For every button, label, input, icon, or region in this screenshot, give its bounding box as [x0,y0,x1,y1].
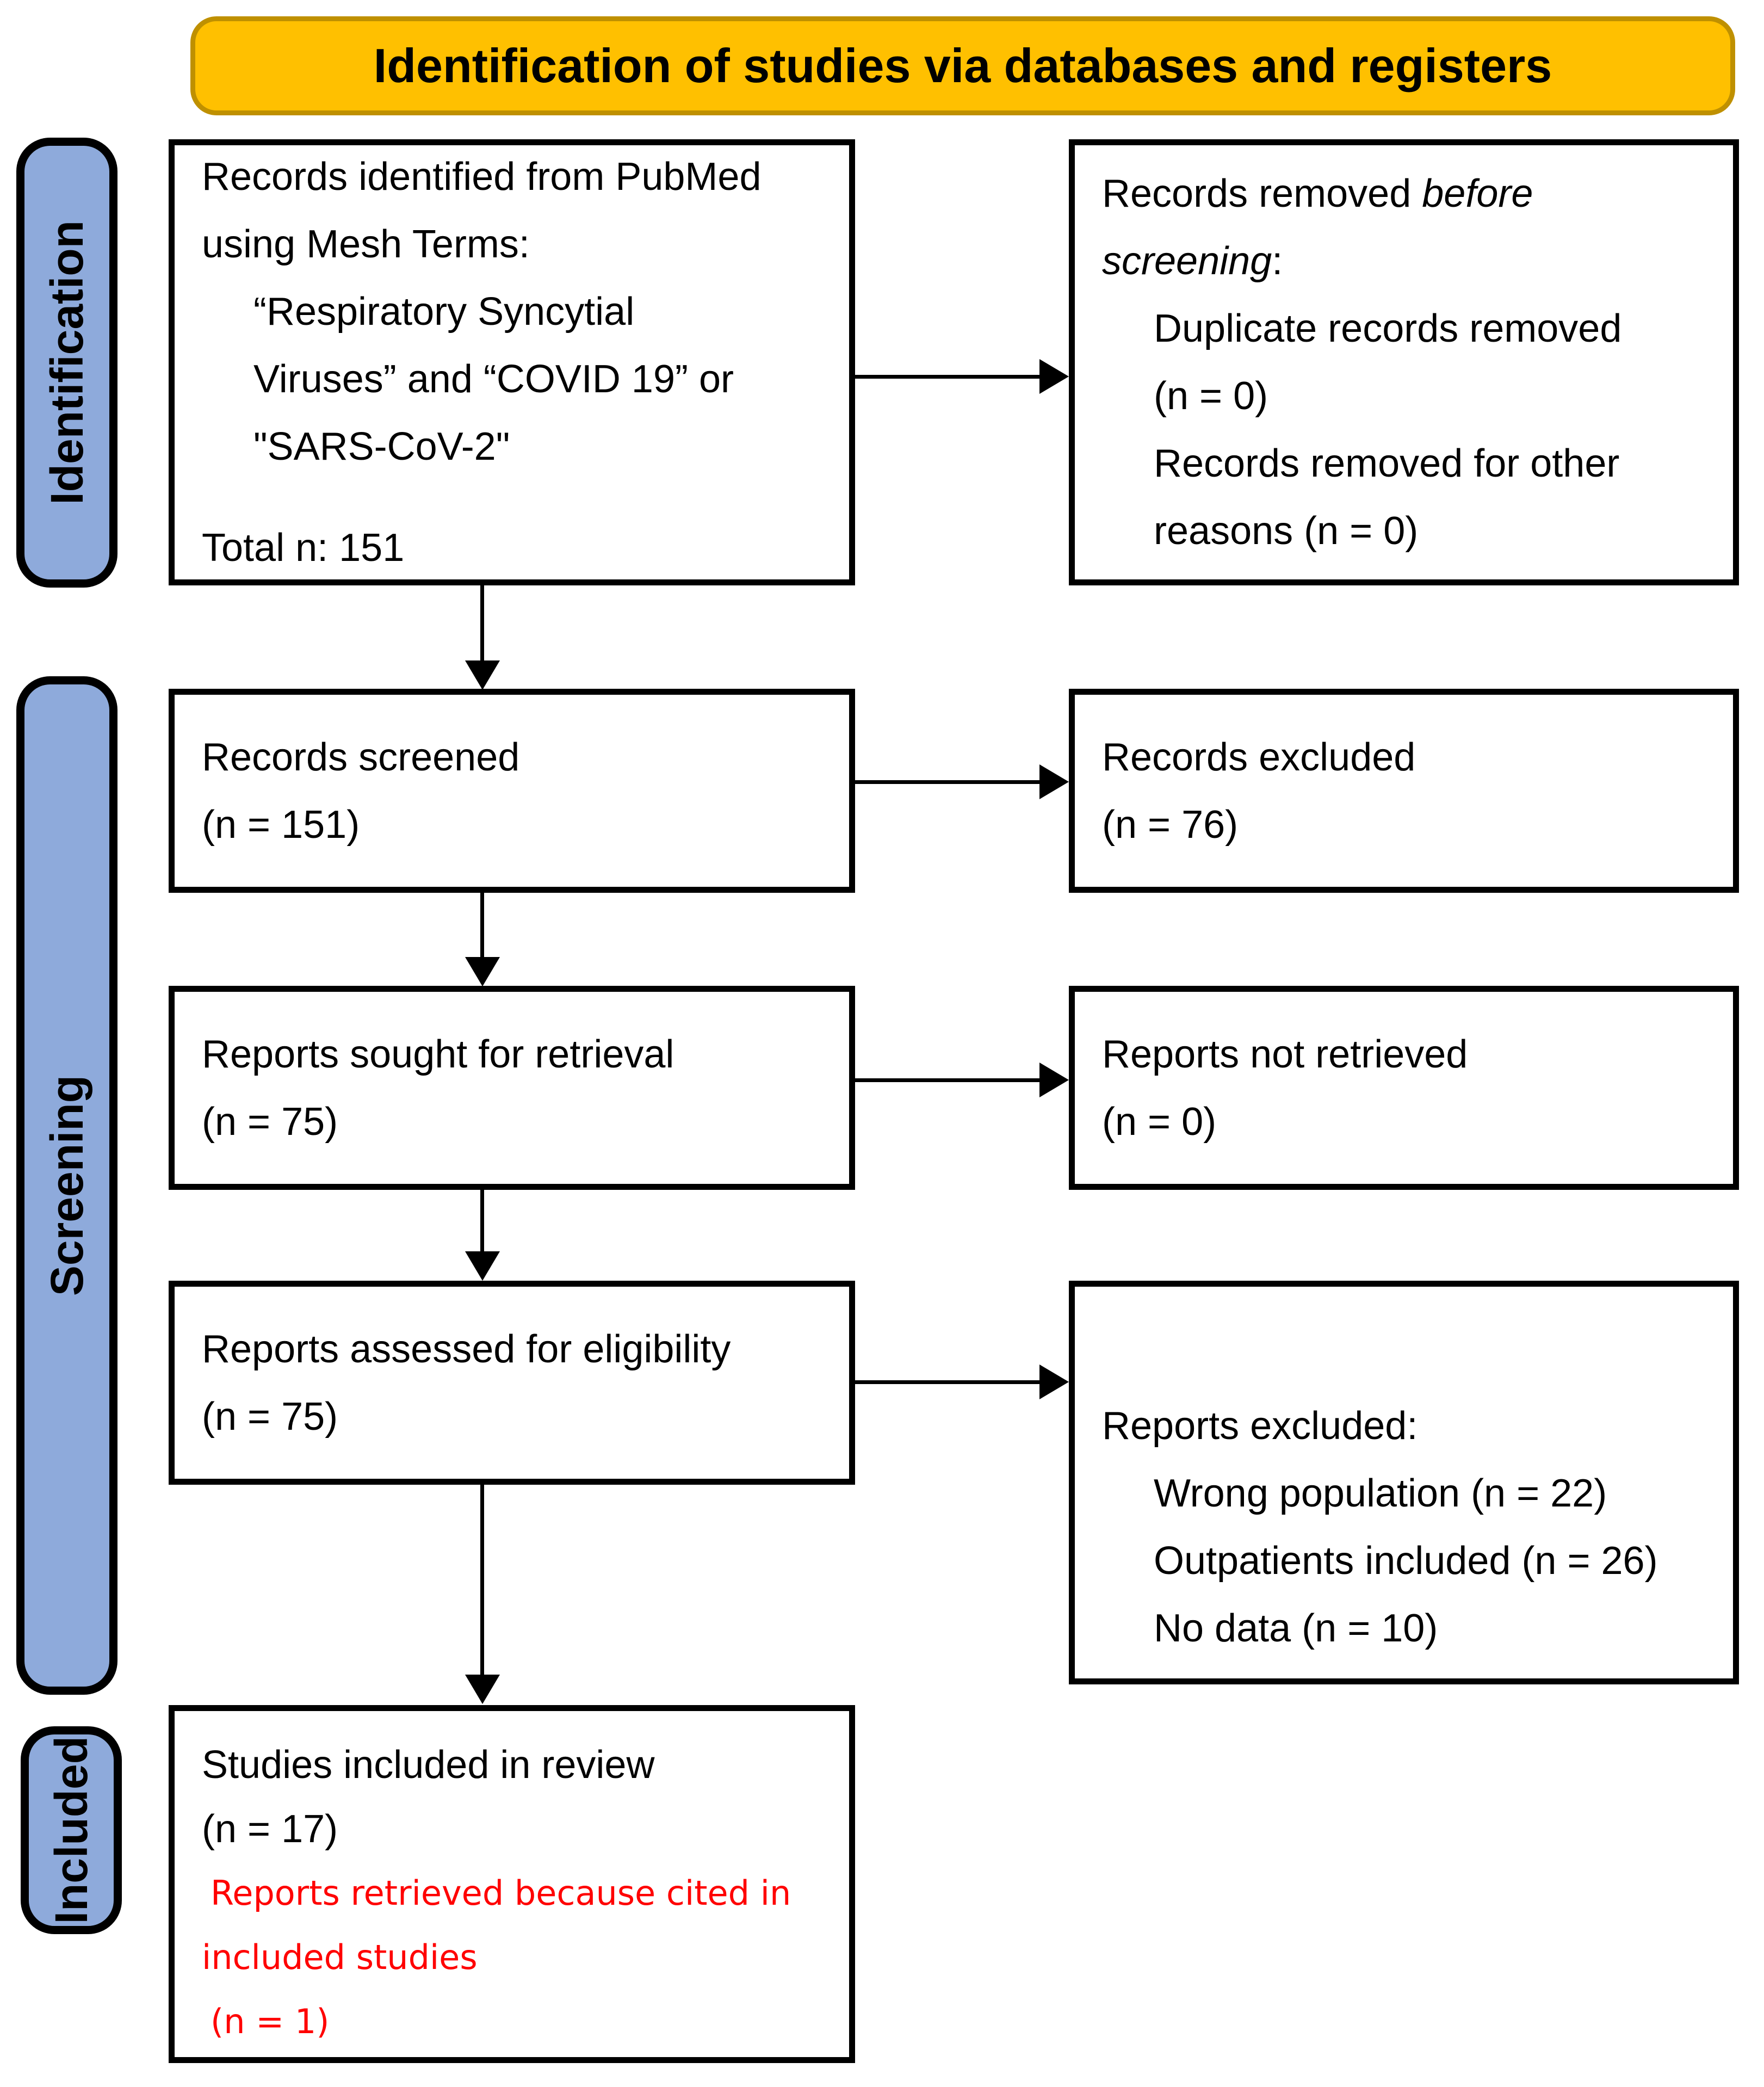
records-identified-term: “Respiratory Syncytial [253,290,635,334]
arrow-identified-to-screened [480,585,484,662]
records-removed-count: (n = 0) [1154,374,1268,418]
arrowhead-identified-to-removed [1039,359,1069,394]
records-excluded-label: Records excluded [1102,735,1416,779]
records-identified-term: "SARS-CoV-2" [253,425,510,468]
reports-cited-count: (n = 1) [211,2002,330,2041]
reports-assessed-count: (n = 75) [202,1394,338,1438]
reports-excluded-label: Reports excluded: [1102,1404,1418,1448]
studies-included-count: (n = 17) [202,1807,338,1851]
box-records-excluded [1069,689,1739,893]
reports-not-retrieved-label: Reports not retrieved [1102,1032,1468,1076]
reports-sought-count: (n = 75) [202,1100,338,1144]
reports-assessed-label: Reports assessed for eligibility [202,1327,731,1371]
records-excluded-count: (n = 76) [1102,802,1239,847]
box-records-identified [169,139,855,585]
reports-cited-label: Reports retrieved because cited in [211,1873,791,1913]
rail-included-label: Included [45,1736,97,1924]
box-reports-assessed [169,1281,855,1485]
box-records-screened [169,689,855,893]
box-reports-not-retrieved [1069,986,1739,1190]
arrow-screened-to-sought [480,893,484,958]
box-records-removed [1069,139,1739,585]
arrow-sought-to-assessed [480,1190,484,1252]
arrow-screened-to-excluded [855,780,1041,784]
records-removed-reason: Records removed for other [1154,442,1620,485]
arrow-identified-to-removed [855,375,1041,379]
reports-cited-label: included studies [202,1937,478,1977]
reports-excluded-reason: Wrong population (n = 22) [1154,1472,1607,1515]
arrow-sought-to-not-retrieved [855,1078,1041,1082]
reports-excluded-reason: Outpatients included (n = 26) [1154,1539,1658,1583]
rail-identification-label: Identification [41,220,92,505]
records-removed-text: Records removed [1102,172,1422,215]
arrowhead-assessed-to-reports-excluded [1039,1364,1069,1399]
arrowhead-sought-to-not-retrieved [1039,1063,1069,1097]
box-studies-included [169,1705,855,2063]
rail-identification [16,138,117,588]
arrowhead-assessed-to-included [465,1675,500,1704]
records-removed-line [1102,227,1728,295]
arrowhead-screened-to-sought [465,957,500,986]
records-removed-line [1102,160,1728,227]
records-removed-italic: before [1422,172,1533,215]
arrowhead-identified-to-screened [465,660,500,690]
rail-screening [16,676,117,1695]
reports-excluded-reason: No data (n = 10) [1154,1607,1438,1650]
records-removed-italic: screening [1102,239,1272,283]
header-banner [190,16,1735,115]
reports-not-retrieved-count: (n = 0) [1102,1100,1217,1144]
arrow-assessed-to-included [480,1485,484,1676]
records-screened-count: (n = 151) [202,802,360,847]
box-reports-sought [169,986,855,1190]
records-removed-reason: Duplicate records removed [1154,307,1622,350]
rail-screening-label: Screening [41,1075,92,1296]
records-identified-term: Viruses” and “COVID 19” or [253,357,734,401]
box-reports-excluded [1069,1281,1739,1684]
records-identified-line: Records identified from PubMed [202,155,762,199]
rail-included [21,1726,122,1934]
arrow-assessed-to-reports-excluded [855,1380,1041,1384]
reports-sought-label: Reports sought for retrieval [202,1032,674,1076]
studies-included-label: Studies included in review [202,1743,655,1787]
records-screened-label: Records screened [202,735,520,779]
records-identified-line: using Mesh Terms: [202,223,530,266]
records-removed-text: : [1272,239,1283,283]
records-identified-total: Total n: 151 [202,526,405,570]
arrowhead-screened-to-excluded [1039,764,1069,799]
records-removed-count: reasons (n = 0) [1154,509,1419,553]
arrowhead-sought-to-assessed [465,1251,500,1281]
header-banner-title: Identification of studies via databases and registers [373,39,1552,92]
